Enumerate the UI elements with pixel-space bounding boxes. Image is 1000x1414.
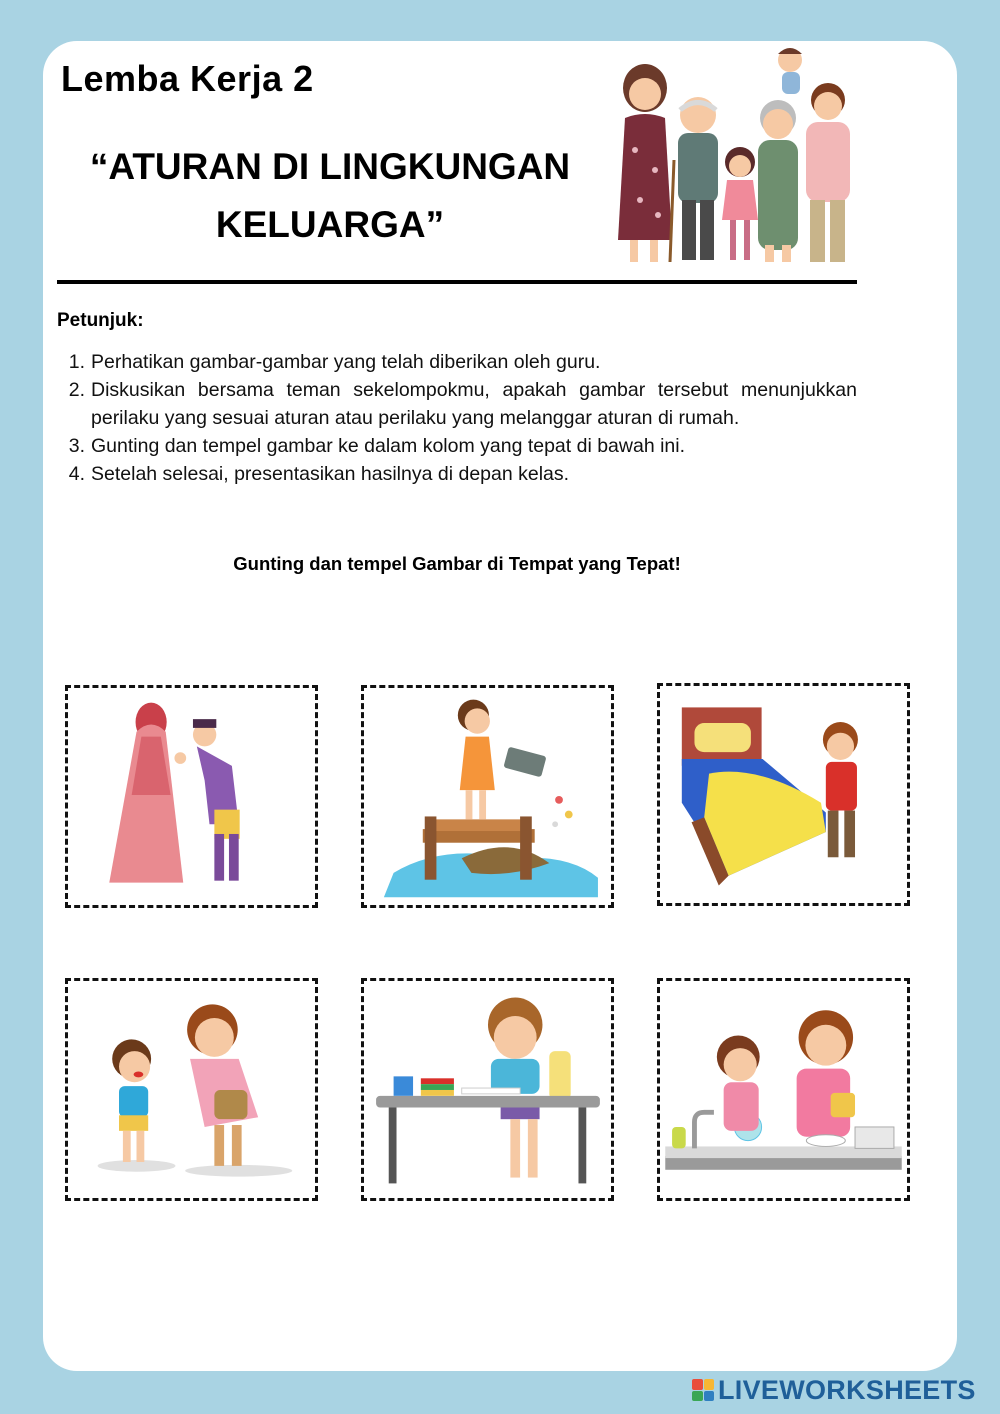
worksheet-label: Lemba Kerja 2 [61,58,314,99]
liveworksheets-brand-text: LIVEWORKSHEETS [718,1374,976,1405]
worksheet-title [60,138,600,254]
greeting-elder-illustration [68,688,315,905]
picture-card-making-bed[interactable] [657,683,910,906]
picture-card-angry-child[interactable] [65,978,318,1201]
making-bed-illustration [660,686,907,903]
liveworksheets-logo[interactable] [692,1375,976,1405]
picture-card-washing-dishes[interactable] [657,978,910,1201]
studying-illustration [364,981,611,1198]
angry-child-illustration [68,981,315,1198]
instruction-item: 4. Setelah selesai, presentasikan hasilnya di depan kelas. [68,463,570,485]
grandfather-figure [670,97,718,262]
cut-paste-heading: Gunting dan tempel Gambar di Tempat yang Tepat! [233,553,681,574]
washing-dishes-illustration [660,981,907,1198]
picture-card-studying[interactable] [361,978,614,1201]
girl-figure [722,147,758,260]
picture-card-greeting-elder[interactable] [65,685,318,908]
instruction-item: 1. Perhatikan gambar-gambar yang telah diberikan oleh guru. [68,351,601,373]
family-illustration [600,40,865,275]
instruction-item: 3. Gunting dan tempel gambar ke dalam kolom yang tepat di bawah ini. [68,435,686,457]
title-line-2: KELUARGA” [215,204,445,245]
title-line-1: “ATURAN DI LINGKUNGAN [89,146,571,187]
picture-card-littering[interactable] [361,685,614,908]
instruction-item: 2. Diskusikan bersama teman sekelompokmu, apakah gambar tersebut menunjukkan perilaku yang sesuai aturan atau perilaku yang melanggar aturan di rumah. [68,379,857,429]
mother-figure [618,64,672,262]
grandmother-figure [758,100,798,262]
littering-illustration [364,688,611,905]
header-divider [57,280,857,284]
liveworksheets-logo-icon [692,1379,714,1401]
instructions-list [57,348,857,488]
instructions-heading: Petunjuk: [57,310,144,331]
